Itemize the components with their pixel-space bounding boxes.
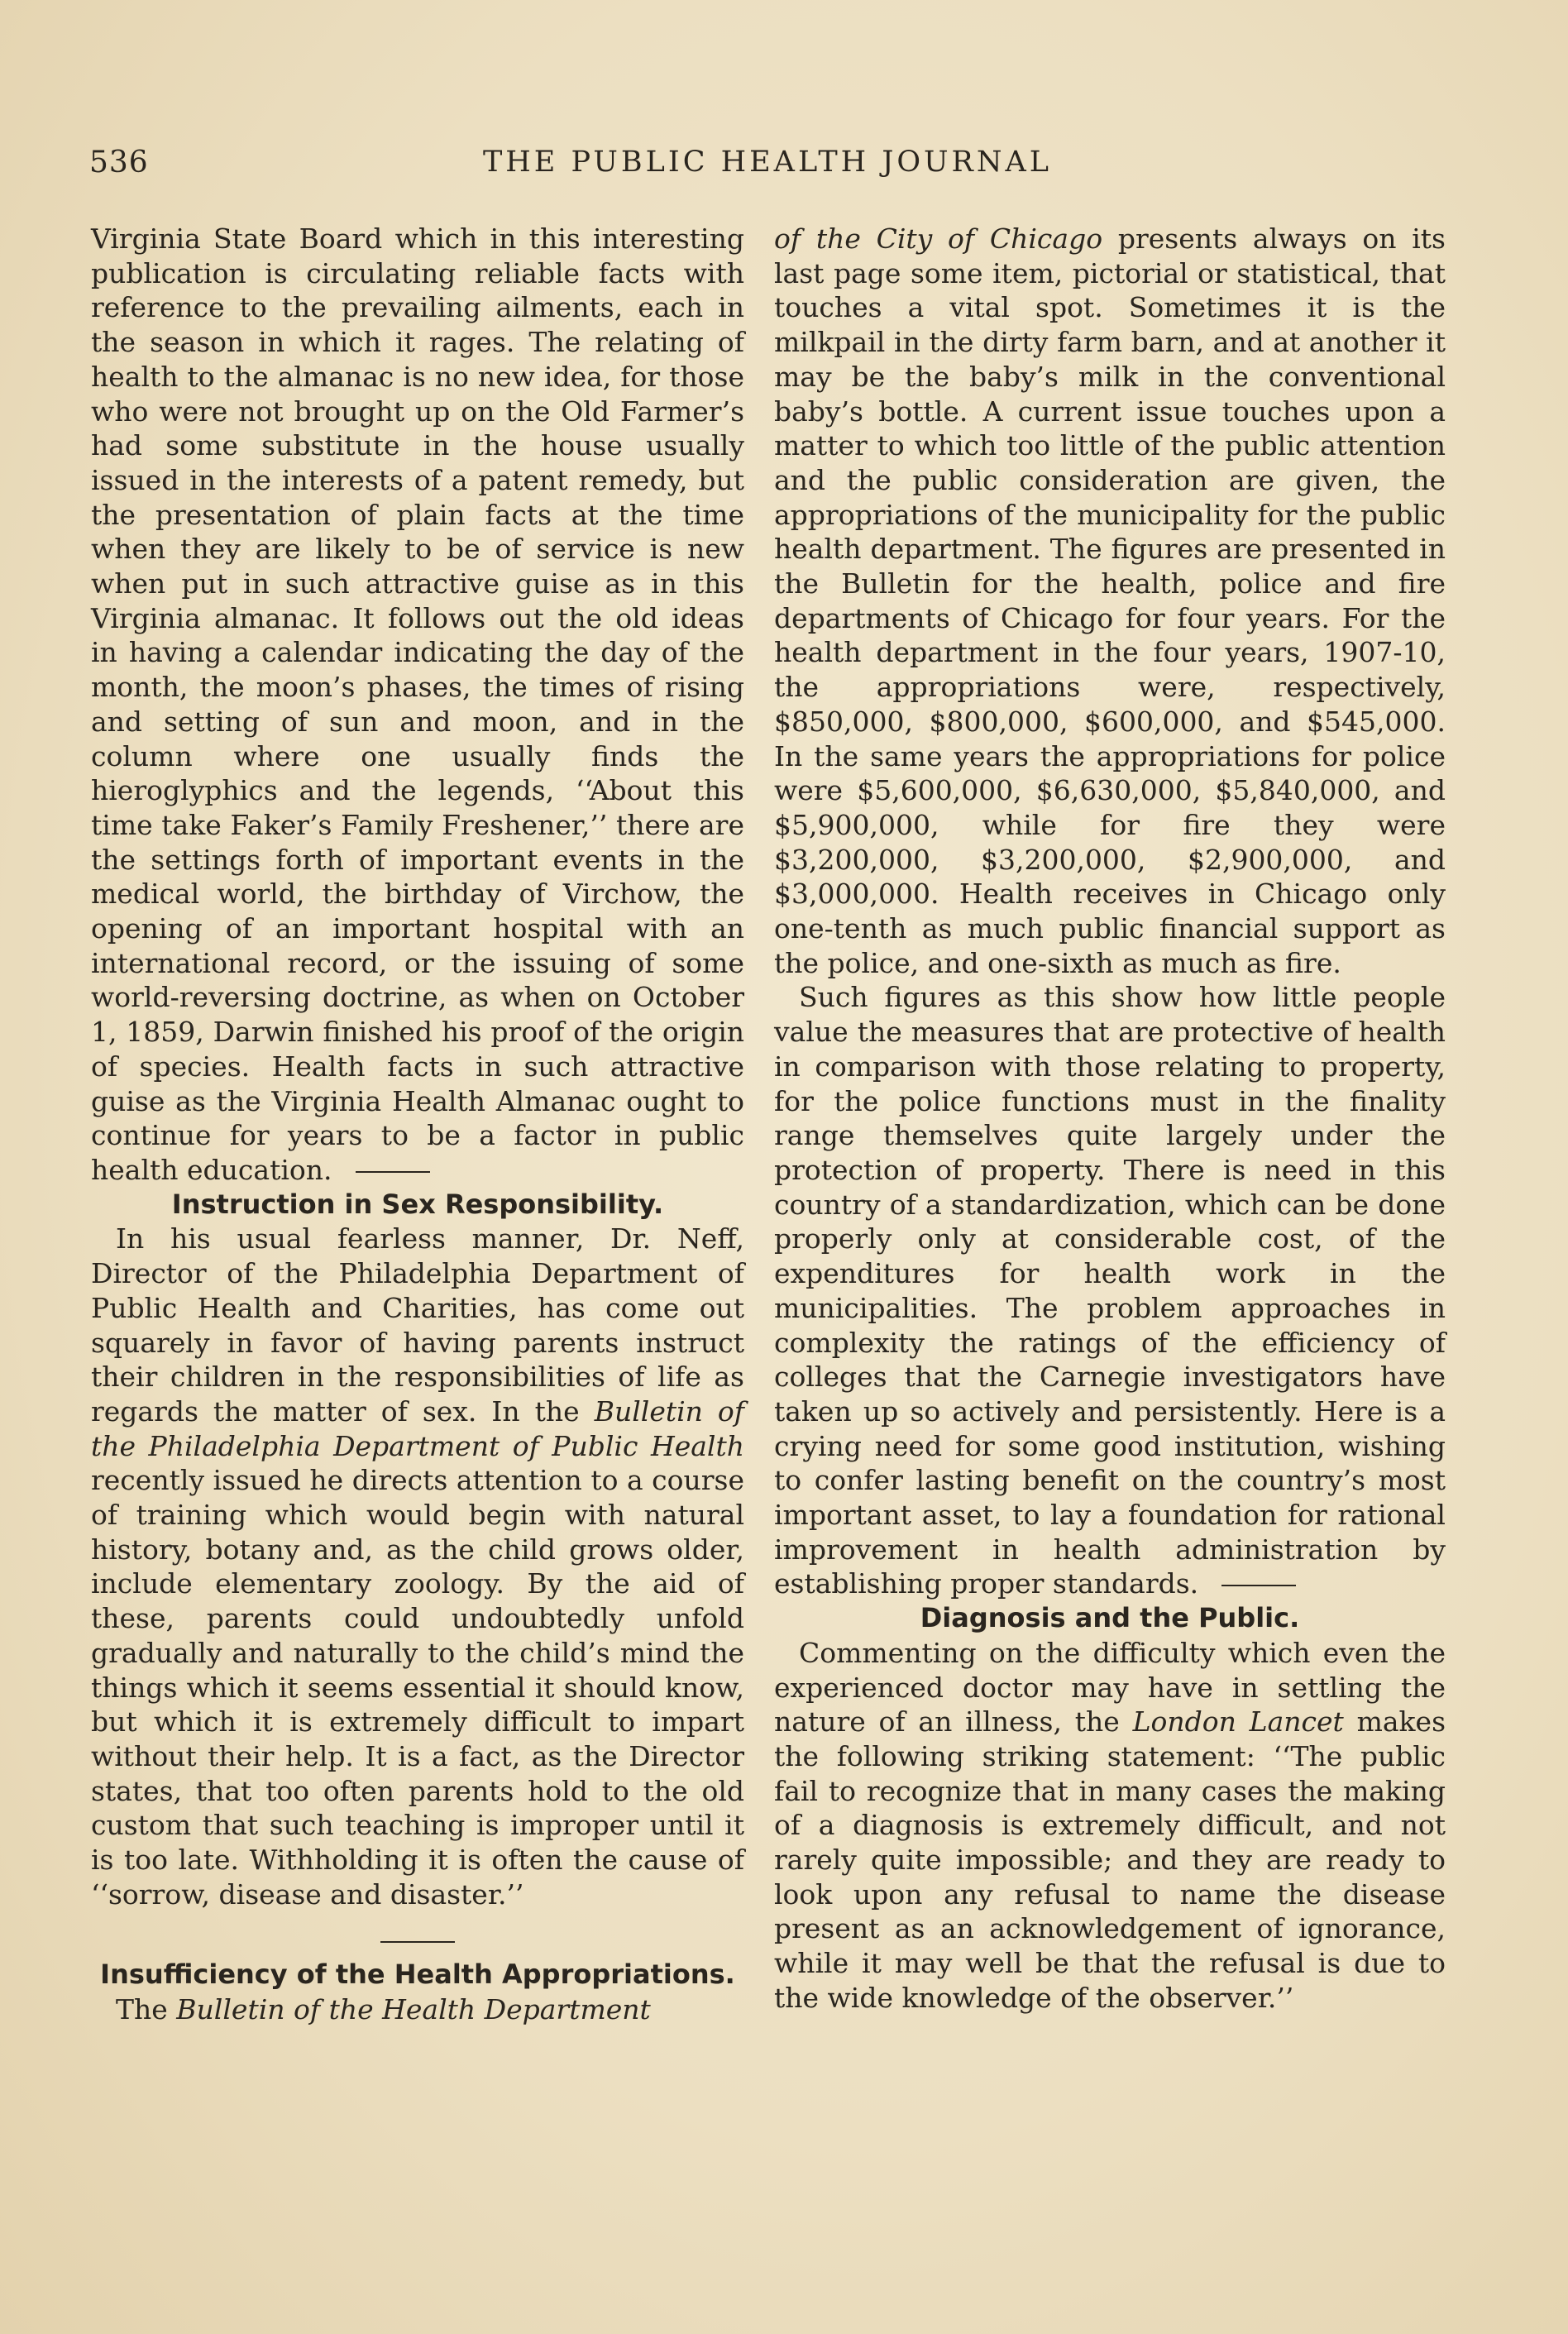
paragraph-text: recently issued he directs attention to a course of training which would begin with natural history, botany and, as the child grows older, include elementary zoology. By the aid of these, parents could undoubtedly unfold gradually and naturally to the child’s mind the things which it seems essential it should know, but which it is extremely difficult to impart without their help. It is a fact, as the Director states, that too often parents hold to the old custom that such teaching is improper until it is too late. Withholding it is often the cause of ‘‘sorrow, disease and disaster.’’	[91, 1464, 744, 1911]
section-heading-diagnosis: Diagnosis and the Public.	[920, 1602, 1300, 1634]
article-paragraph	[774, 222, 1446, 980]
journal-title: THE PUBLIC HEALTH JOURNAL	[482, 146, 1053, 179]
publication-title: London Lancet	[1132, 1705, 1344, 1739]
publication-title: of the City of Chicago	[774, 222, 1103, 255]
page-header	[89, 146, 1446, 187]
section-divider	[1221, 1585, 1296, 1586]
paragraph-text: Commenting on the difficulty which even the experienced doctor may have in settling the nature of an illness, the	[774, 1636, 1446, 1739]
paragraph-text: In his usual fearless manner, Dr. Neff, Director of the Philadelphia Department of Public Health and Charities, has come out squarely in favor of having parents instruct their children in the responsibilities of life as regards the matter of sex. In the	[91, 1222, 744, 1428]
article-paragraph	[774, 980, 1446, 1601]
paragraph-text: Such figures as this show how little people value the measures that are protective of health in comparison with those relating to property, for the police functions must in the finality range themselves quite largely under the protection of property. There is need in this country of a standardization, which can be done properly only at considerable cost, of the expenditures for health work in the municipalities. The problem approaches in complexity the ratings of the efficiency of colleges that the Carnegie investigators have taken up so actively and persistently. Here is a crying need for some good institution, wishing to confer lasting benefit on the country’s most important asset, to lay a foundation for rational improvement in health administration by establishing proper standards.	[774, 981, 1446, 1600]
article-paragraph	[91, 1222, 744, 1911]
article-paragraph	[91, 1992, 744, 2027]
paragraph-text: makes the following striking statement: ‘‘The public fail to recognize that in many cases the making of a diagnosis is extremely difficult, and not rarely quite impossible; and they are ready to look upon any refusal to name the disease present as an acknowledgement of ignorance, while it may well be that the refusal is due to the wide knowledge of the observer.’’	[774, 1705, 1446, 2014]
publication-title: Bulletin of the Philadelphia Department of Public Health	[91, 1394, 744, 1462]
section-heading-appropriations: Insufficiency of the Health Appropriations.	[100, 1959, 735, 1991]
paragraph-text: presents always on its last page some item, pictorial or statistical, that touches a vital spot. Sometimes it is the milkpail in the dirty farm barn, and at another it may be the baby’s milk in the conventional baby’s bottle. A current issue touches upon a matter to which too little of the public attention and the public consideration are given, the appropriations of the municipality for the public health department. The figures are presented in the Bulletin for the health, police and fire departments of Chicago for four years. For the health department in the four years, 1907-10, the appropriations were, respectively, $850,000, $800,000, $600,000, and $545,000. In the same years the appropriations for police were $5,600,000, $6,630,000, $5,840,000, and $5,900,000, while for fire they were $3,200,000, $3,200,000, $2,900,000, and $3,000,000. Health receives in Chicago only one-tenth as much public financial support as the police, and one-sixth as much as fire.	[774, 222, 1446, 979]
section-divider	[380, 1941, 455, 1943]
paragraph-text: Virginia State Board which in this interesting publication is circulating reliable facts with reference to the prevailing ailments, each in the season in which it rages. The relating of health to the almanac is no new idea, for those who were not brought up on the Old Farmer’s had some substitute in the house usually issued in the interests of a patent remedy, but the presentation of plain facts at the time when they are likely to be of service is new when put in such attractive guise as in this Virginia almanac. It follows out the old ideas in having a calendar indicating the day of the month, the moon’s phases, the times of rising and setting of sun and moon, and in the column where one usually finds the hieroglyphics and the legends, ‘‘About this time take Faker’s Family Freshener,’’ there are the settings forth of important events in the medical world, the birthday of Virchow, the opening of an important hospital with an international record, or the issuing of some world-reversing doctrine, as when on October 1, 1859, Darwin finished his proof of the origin of species. Health facts in such attractive guise as the Virginia Health Almanac ought to continue for years to be a factor in public health education.	[91, 222, 744, 1186]
page-number: 536	[89, 146, 149, 179]
section-divider	[356, 1171, 430, 1173]
paragraph-text: The	[116, 1993, 177, 2026]
article-paragraph	[774, 1636, 1446, 2016]
section-heading-sex-responsibility: Instruction in Sex Responsibility.	[171, 1188, 664, 1220]
article-paragraph	[91, 222, 744, 1188]
left-column	[91, 222, 744, 2027]
right-column	[774, 222, 1446, 2016]
publication-title: Bulletin of the Health Department	[176, 1993, 651, 2026]
